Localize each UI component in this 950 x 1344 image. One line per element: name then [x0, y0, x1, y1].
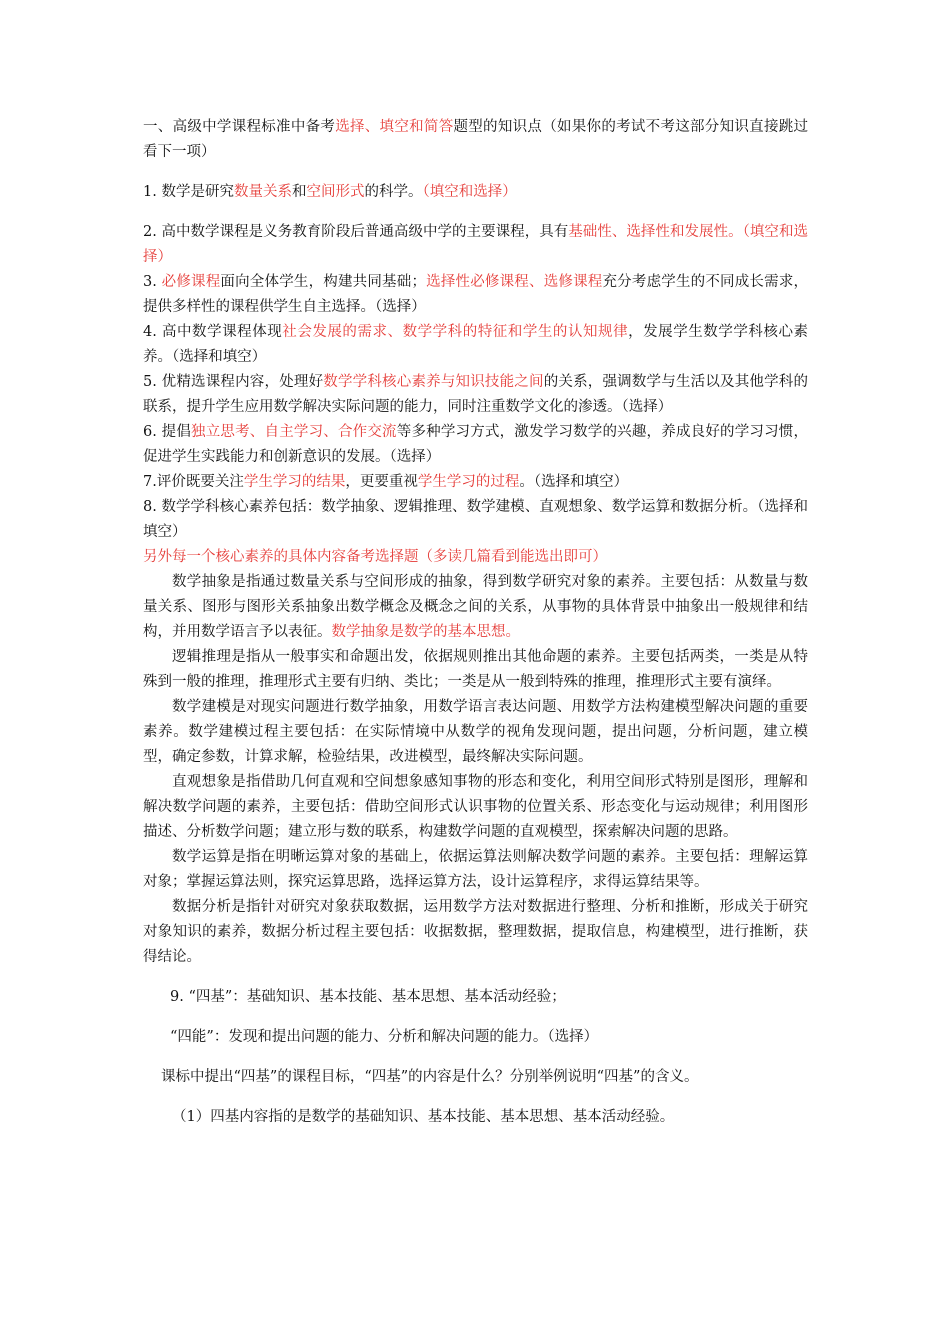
item-3: 3. 必修课程面向全体学生，构建共同基础；选择性必修课程、选修课程充分考虑学生的不同成长需求，提供多样性的课程供学生自主选择。（选择） — [143, 274, 809, 315]
para-math-modeling: 数学建模是对现实问题进行数学抽象，用数学语言表达问题、用数学方法构建模型解决问题的重要素养。数学建模过程主要包括：在实际情境中从数学的视角发现问题，提出问题，分析问题，建立模型，确定参数，计算求解，检验结果，改进模型，最终解决实际问题。 — [143, 699, 808, 765]
para-data-analysis: 数据分析是指针对研究对象获取数据，运用数学方法对数据进行整理、分析和推断，形成关于研究对象知识的素养，数据分析过程主要包括：收据数据，整理数据，提取信息，构建模型，进行推断，获得结论。 — [143, 899, 808, 965]
item-9: 9. “四基”：基础知识、基本技能、基本思想、基本活动经验； — [170, 989, 566, 1005]
four-abilities: “四能”：发现和提出问题的能力、分析和解决问题的能力。（选择） — [170, 1029, 599, 1045]
para-math-operation: 数学运算是指在明晰运算对象的基础上，依据运算法则解决数学问题的素养。主要包括：理解运算对象；掌握运算法则，探究运算思路，选择运算方法，设计运算程序，求得运算结果等。 — [143, 849, 808, 890]
para-intuitive-imagination: 直观想象是指借助几何直观和空间想象感知事物的形态和变化，利用空间形式特别是图形，理解和解决数学问题的素养，主要包括：借助空间形式认识事物的位置关系、形态变化与运动规律；利用图形描述、分析数学问题；建立形与数的联系，构建数学问题的直观模型，探索解决问题的思路。 — [143, 774, 808, 840]
question: 课标中提出“四基”的课程目标，“四基”的内容是什么？分别举例说明“四基”的含义。 — [161, 1069, 699, 1085]
item-8: 8. 数学学科核心素养包括：数学抽象、逻辑推理、数学建模、直观想象、数学运算和数据分析。（选择和填空） — [143, 499, 808, 540]
item-1: 1. 数学是研究数量关系和空间形式的科学。（填空和选择） — [143, 184, 517, 200]
document-page — [143, 115, 808, 1130]
item-5: 5. 优精选课程内容，处理好数学学科核心素养与知识技能之间的关系，强调数学与生活以及其他学科的联系，提升学生应用数学解决实际问题的能力，同时注重数学文化的渗透。（选择） — [143, 374, 809, 415]
item-6: 6. 提倡独立思考、自主学习、合作交流等多种学习方式，激发学习数学的兴趣，养成良好的学习习惯，促进学生实践能力和创新意识的发展。（选择） — [143, 424, 808, 465]
para-logical-reasoning: 逻辑推理是指从一般事实和命题出发，依据规则推出其他命题的素养。主要包括两类，一类是从特殊到一般的推理，推理形式主要有归纳、类比；一类是从一般到特殊的推理，推理形式主要有演绎。 — [143, 649, 808, 690]
answer-1: （1）四基内容指的是数学的基础知识、基本技能、基本思想、基本活动经验。 — [172, 1109, 675, 1125]
item-7: 7.评价既要关注学生学习的结果，更要重视学生学习的过程。（选择和填空） — [143, 474, 629, 490]
section-intro: 一、高级中学课程标准中备考选择、填空和简答题型的知识点（如果你的考试不考这部分知识直接跳过看下一项） — [143, 119, 809, 160]
para-math-abstraction: 数学抽象是指通过数量关系与空间形成的抽象，得到数学研究对象的素养。主要包括：从数量与数量关系、图形与图形关系抽象出数学概念及概念之间的关系，从事物的具体背景中抽象出一般规律和结构，并用数学语言予以表征。数学抽象是数学的基本思想。 — [143, 574, 808, 640]
core-literacy-note: 另外每一个核心素养的具体内容备考选择题（多读几篇看到能选出即可） — [143, 549, 607, 565]
item-4: 4. 高中数学课程体现社会发展的需求、数学学科的特征和学生的认知规律，发展学生数学学科核心素养。（选择和填空） — [143, 324, 809, 365]
item-2: 2. 高中数学课程是义务教育阶段后普通高级中学的主要课程，具有基础性、选择性和发展性。（填空和选择） — [143, 224, 808, 265]
